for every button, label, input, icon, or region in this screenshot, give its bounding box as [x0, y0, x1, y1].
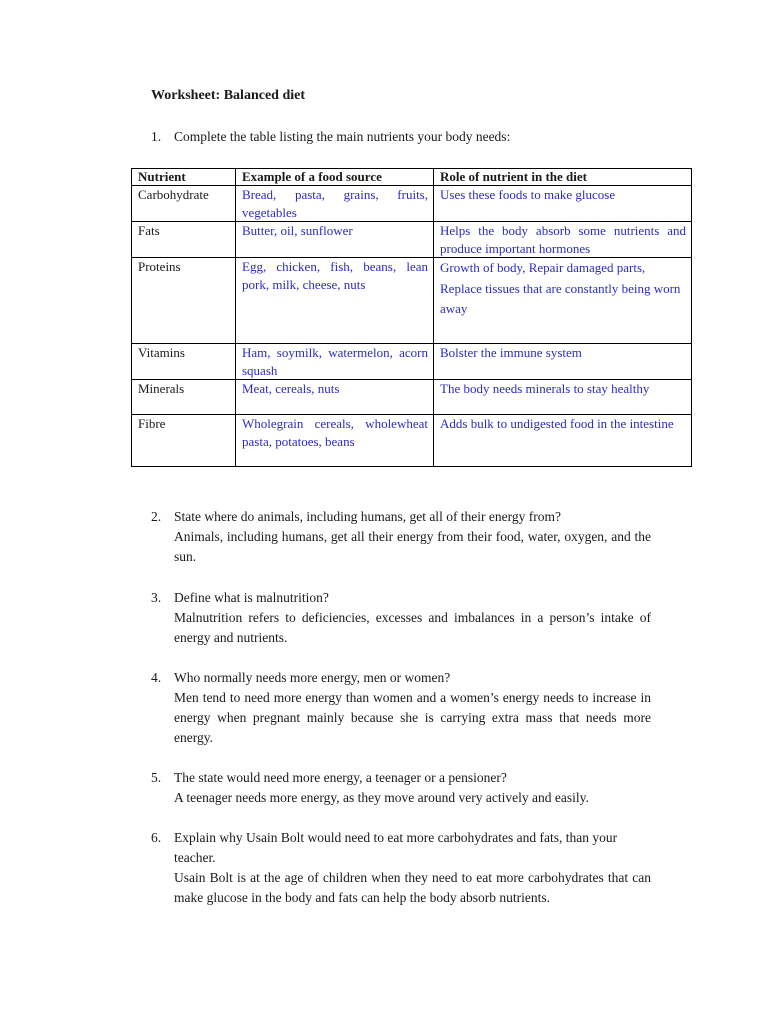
cell-nutrient: Carbohydrate: [132, 186, 236, 222]
answer-text: Usain Bolt is at the age of children when they need to eat more carbohydrates that can make glucose in the body and fats can help the body absorb nutrients.: [174, 870, 651, 905]
question-6: [151, 828, 651, 908]
question-text: Explain why Usain Bolt would need to eat more carbohydrates and fats, than your teacher.: [174, 830, 618, 865]
question-4: [151, 668, 651, 748]
answer-text: A teenager needs more energy, as they move around very actively and easily.: [174, 790, 589, 805]
nutrient-table: [131, 168, 692, 467]
question-text: Who normally needs more energy, men or women?: [174, 670, 451, 685]
page-title: Worksheet: Balanced diet: [151, 88, 305, 103]
question-number: 2.: [151, 509, 162, 524]
cell-role: Growth of body, Repair damaged parts, Replace tissues that are constantly being worn away: [434, 258, 692, 344]
table-row: [132, 344, 692, 380]
cell-food: Butter, oil, sunflower: [236, 222, 434, 258]
cell-nutrient: Vitamins: [132, 344, 236, 380]
cell-role: The body needs minerals to stay healthy: [434, 380, 692, 415]
cell-role: Uses these foods to make glucose: [434, 186, 692, 222]
cell-role: Helps the body absorb some nutrients and produce important hormones: [434, 222, 692, 258]
answer-text: Men tend to need more energy than women and a women’s energy needs to increase in energy when pregnant mainly because she is carrying extra mass that needs more energy.: [174, 690, 651, 745]
question-number: 1.: [151, 129, 162, 144]
cell-food: Egg, chicken, fish, beans, lean pork, milk, cheese, nuts: [236, 258, 434, 344]
table-row: [132, 222, 692, 258]
question-number: 4.: [151, 670, 162, 685]
cell-food: Wholegrain cereals, wholewheat pasta, potatoes, beans: [236, 415, 434, 467]
question-number: 3.: [151, 590, 162, 605]
cell-nutrient: Minerals: [132, 380, 236, 415]
table-row: [132, 258, 692, 344]
question-1: [151, 127, 651, 147]
question-2: [151, 507, 651, 567]
cell-food: Ham, soymilk, watermelon, acorn squash: [236, 344, 434, 380]
cell-role: Adds bulk to undigested food in the intestine: [434, 415, 692, 467]
question-text: State where do animals, including humans, get all of their energy from?: [174, 509, 562, 524]
cell-nutrient: Fats: [132, 222, 236, 258]
table-row: [132, 415, 692, 467]
cell-nutrient: Proteins: [132, 258, 236, 344]
question-text: Define what is malnutrition?: [174, 590, 329, 605]
cell-food: Meat, cereals, nuts: [236, 380, 434, 415]
question-text: The state would need more energy, a teenager or a pensioner?: [174, 770, 507, 785]
cell-role: Bolster the immune system: [434, 344, 692, 380]
answer-text: Animals, including humans, get all their energy from their food, water, oxygen, and the sun.: [174, 529, 651, 564]
table-header-row: [132, 169, 692, 186]
question-3: [151, 588, 651, 648]
header-food-source: Example of a food source: [236, 169, 434, 186]
answer-text: Malnutrition refers to deficiencies, excesses and imbalances in a person’s intake of energy and nutrients.: [174, 610, 651, 645]
question-text: Complete the table listing the main nutrients your body needs:: [174, 129, 511, 144]
question-5: [151, 768, 651, 808]
question-number: 5.: [151, 770, 162, 785]
cell-food: Bread, pasta, grains, fruits, vegetables: [236, 186, 434, 222]
question-number: 6.: [151, 830, 162, 845]
table-row: [132, 380, 692, 415]
table-row: [132, 186, 692, 222]
cell-nutrient: Fibre: [132, 415, 236, 467]
header-role: Role of nutrient in the diet: [434, 169, 692, 186]
header-nutrient: Nutrient: [132, 169, 236, 186]
